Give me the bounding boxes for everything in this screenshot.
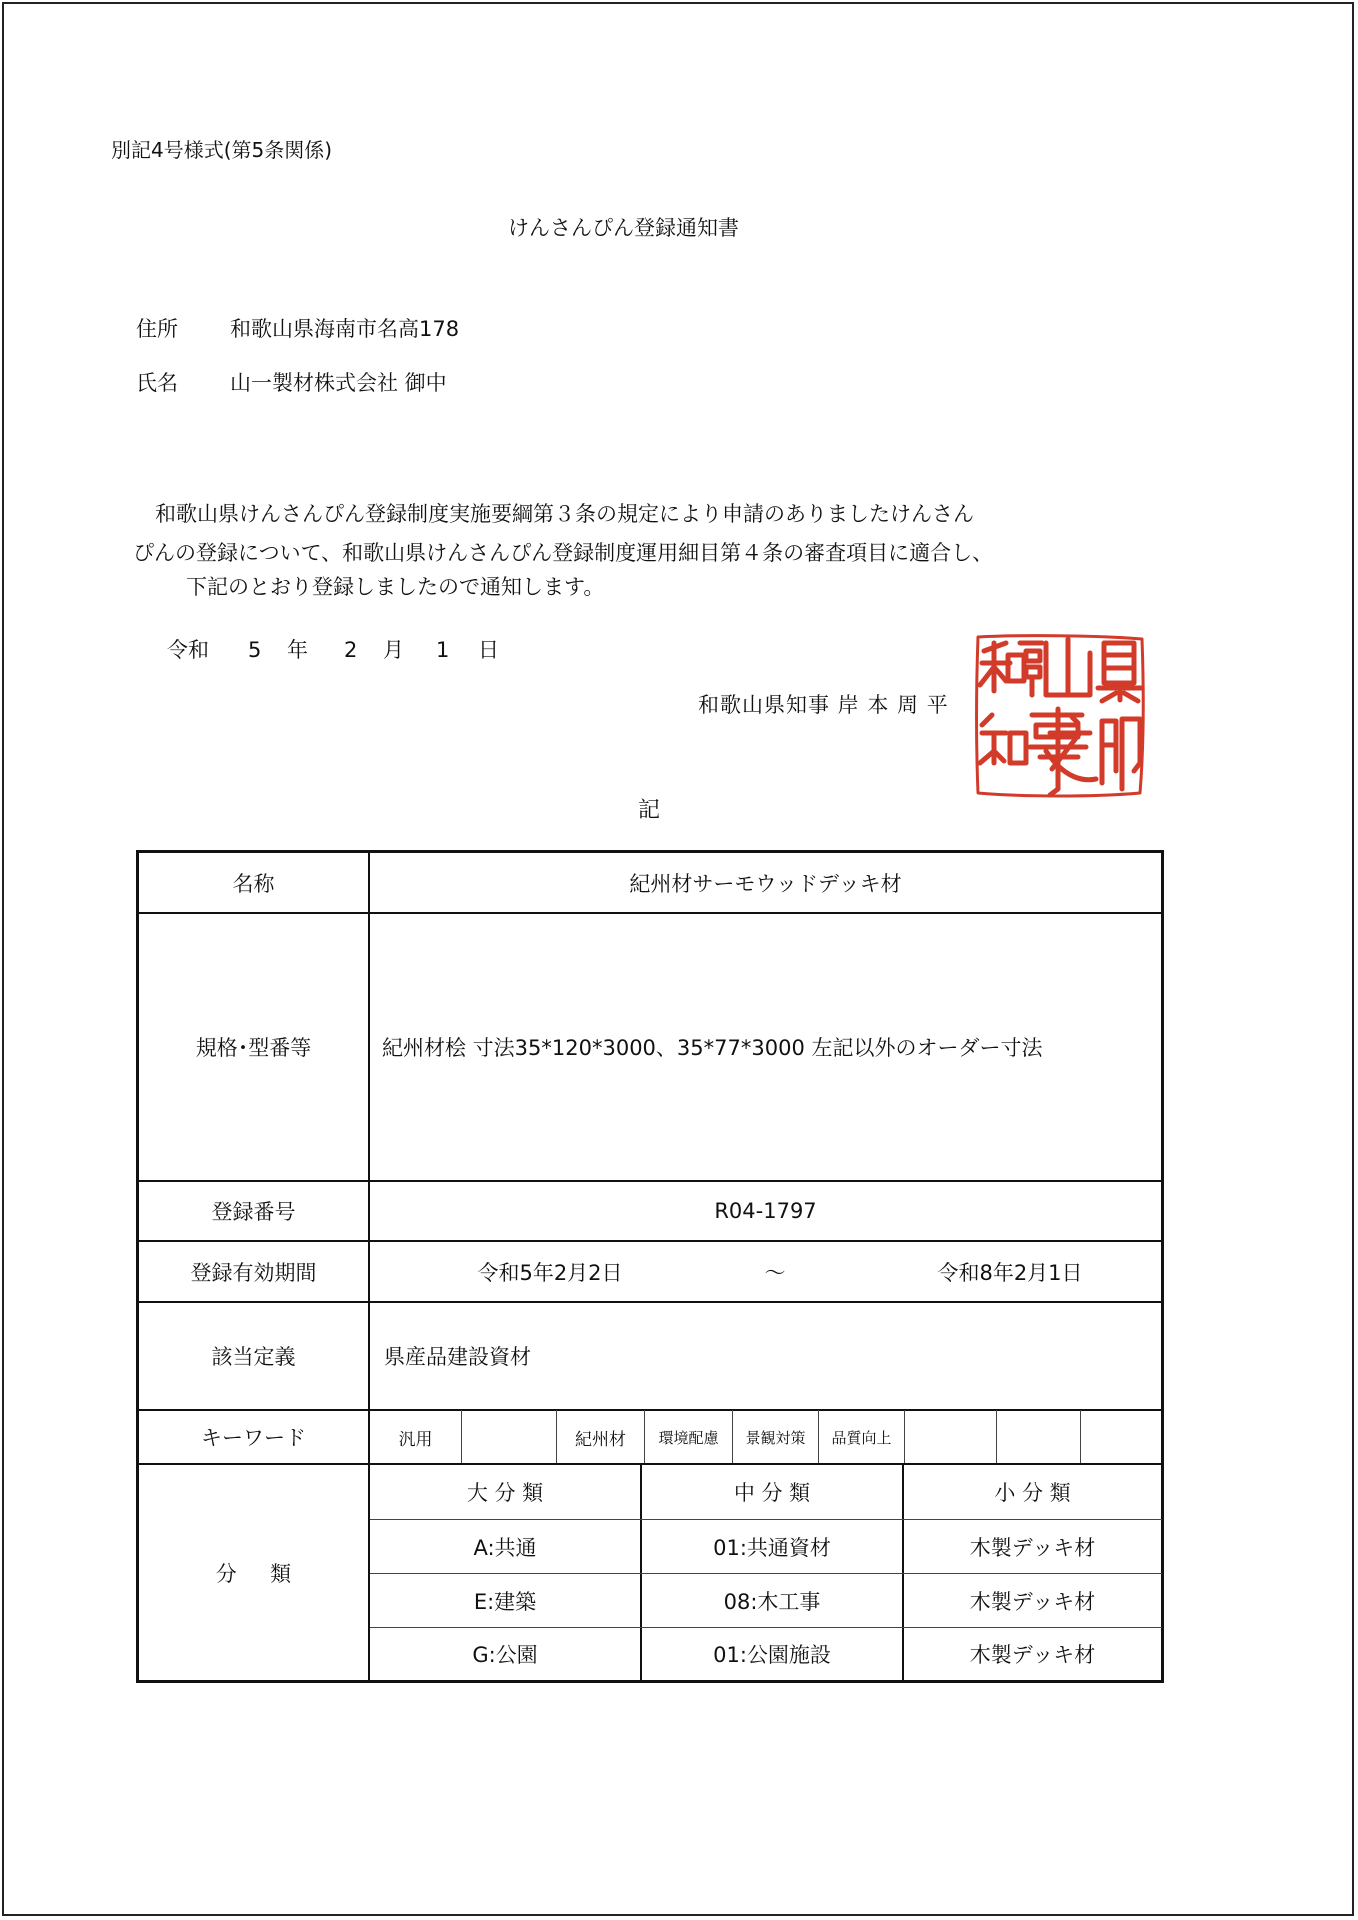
date-era: 令和 [167,638,209,662]
date-year: 5 [248,638,262,662]
keyword-cell: 環境配慮 [658,1428,719,1447]
definition-value: 県産品建設資材 [384,1345,531,1369]
keyword-cell [905,1411,996,1463]
keyword-cell: 品質向上 [831,1428,892,1447]
date-month: 2 [344,638,358,662]
address-label: 住所 [136,317,178,341]
keyword-cell: 汎用 [398,1429,433,1450]
table-right-border [1161,850,1164,1683]
table-bottom-border [136,1680,1164,1683]
body-line-2: ぴんの登録について、和歌山県けんさんぴん登録制度運用細目第４条の審査項目に適合し、 [133,541,994,565]
address-value: 和歌山県海南市名高178 [230,317,460,341]
date-day: 1 [436,638,450,662]
date-year-unit: 年 [287,638,308,662]
validity-start: 令和5年2月2日 [477,1260,623,1285]
name-value: 山一製材株式会社 御中 [230,371,447,395]
keyword-cell [997,1411,1080,1463]
official-seal [974,633,1146,799]
validity-end: 令和8年2月1日 [937,1260,1083,1285]
keyword-cell: 紀州材 [575,1429,626,1450]
keyword-label: キーワード [201,1426,306,1450]
class-header-middle: 中 分 類 [733,1481,811,1505]
validity-separator: ～ [764,1260,786,1285]
signer: 和歌山県知事 岸 本 周 平 [698,693,949,717]
class-header-major: 大 分 類 [466,1481,544,1505]
form-reference: 別記4号様式(第5条関係) [111,138,333,162]
date-day-unit: 日 [478,638,499,662]
class-minor-cell: 木製デッキ材 [969,1589,1096,1614]
keyword-cell [462,1411,556,1463]
validity-label: 登録有効期間 [190,1260,317,1285]
record-heading: 記 [638,798,661,823]
class-middle-cell: 01:共通資材 [713,1535,831,1560]
class-minor-cell: 木製デッキ材 [969,1535,1096,1560]
keyword-cell [1081,1411,1161,1463]
class-middle-cell: 08:木工事 [723,1589,821,1614]
reg-no-label: 登録番号 [211,1200,296,1224]
classification-label: 分 類 [215,1561,292,1586]
name-label: 氏名 [136,371,178,395]
date-month-unit: 月 [383,638,404,662]
spec-row-value: 紀州材桧 寸法35*120*3000、35*77*3000 左記以外のオーダー寸法 [382,1036,1043,1060]
class-header-minor: 小 分 類 [994,1481,1071,1505]
body-line-3: 下記のとおり登録しましたので通知します。 [186,575,605,599]
name-row-value: 紀州材サーモウッドデッキ材 [629,871,902,896]
body-line-1: 和歌山県けんさんぴん登録制度実施要綱第３条の規定により申請のありましたけんさん [155,502,974,526]
keyword-cell: 景観対策 [745,1428,806,1447]
document-title: けんさんぴん登録通知書 [508,216,739,240]
class-major-cell: G:公園 [472,1643,538,1667]
reg-no-value: R04-1797 [714,1199,817,1223]
name-row-label: 名称 [232,871,275,896]
class-middle-cell: 01:公園施設 [713,1643,831,1667]
spec-row-label: 規格･型番等 [195,1036,312,1060]
class-major-cell: E:建築 [473,1589,537,1614]
class-minor-cell: 木製デッキ材 [969,1643,1096,1667]
class-major-cell: A:共通 [473,1535,537,1560]
definition-label: 該当定義 [211,1345,296,1369]
